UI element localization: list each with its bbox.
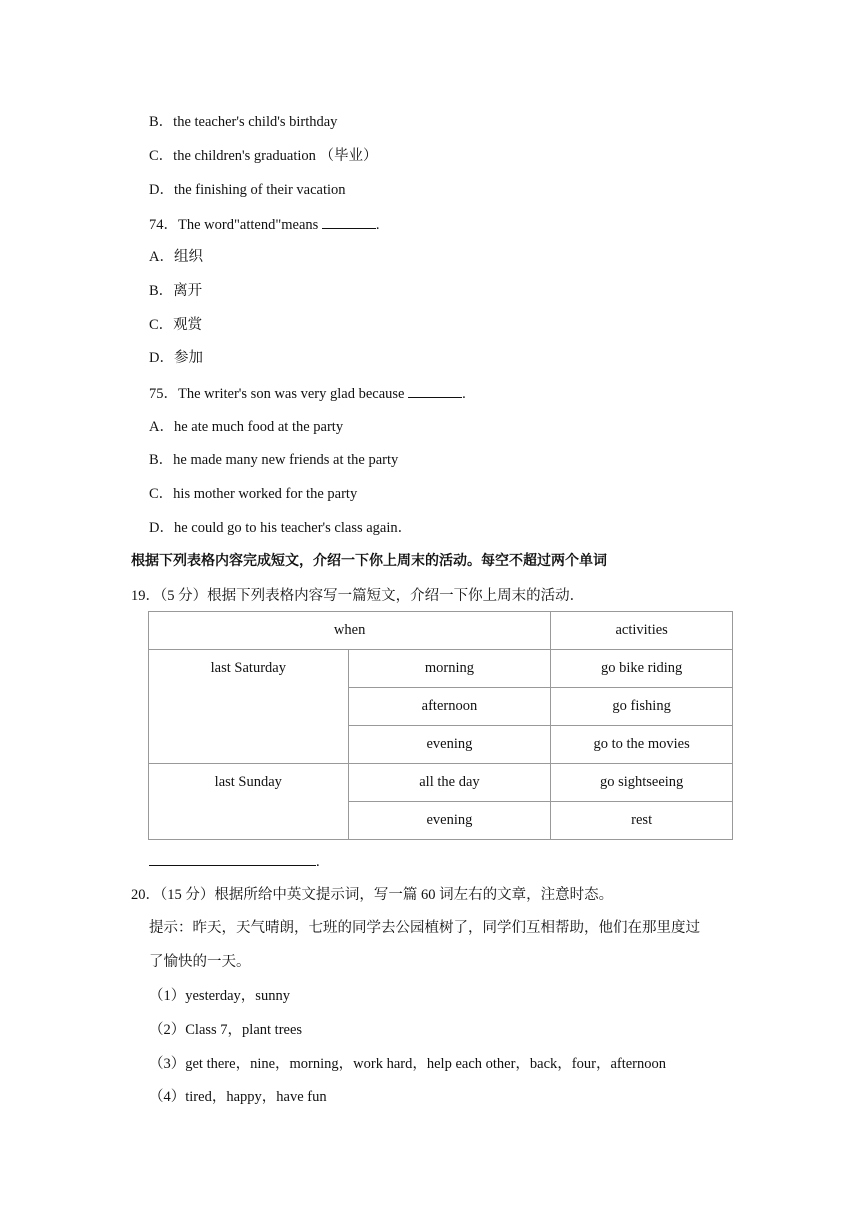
q19-answer-end: . <box>316 854 320 870</box>
q75-option-c: C．his mother worked for the party <box>149 486 358 502</box>
q20-keyword-4: （4）tired，happy，have fun <box>149 1089 327 1105</box>
q75-option-a: A．he ate much food at the party <box>149 419 344 435</box>
activity-cell: go to the movies <box>551 726 733 764</box>
activity-cell: rest <box>551 802 733 840</box>
q74-stem-end: . <box>375 217 380 233</box>
table-row <box>149 764 733 802</box>
q75-stem-text: 75．The writer's son was very glad because <box>149 386 409 402</box>
activity-cell: go sightseeing <box>551 764 733 802</box>
q73-option-b: B．the teacher's child's birthday <box>149 114 338 130</box>
q75-stem-end: . <box>462 386 466 402</box>
section-heading: 根据下列表格内容完成短文，介绍一下你上周末的活动。每空不超过两个单词 <box>131 553 607 569</box>
header-activities: activities <box>551 612 733 650</box>
q20-keyword-2: （2）Class 7，plant trees <box>149 1022 303 1038</box>
q19-stem: 19．（5 分）根据下列表格内容写一篇短文，介绍一下你上周末的活动． <box>131 588 585 604</box>
time-cell: evening <box>348 802 551 840</box>
q19-answer-blank <box>149 851 316 866</box>
table-header-row <box>149 612 733 650</box>
q74-stem-text: 74．The word"attend"means <box>149 217 322 233</box>
q74-option-c: C．观赏 <box>149 317 203 333</box>
q73-option-d: D．the finishing of their vacation <box>149 182 346 198</box>
q74-option-d: D．参加 <box>149 350 203 366</box>
q20-keyword-3: （3）get there，nine，morning，work hard，help each other，back，four，afternoon <box>149 1056 667 1072</box>
time-cell: evening <box>348 726 551 764</box>
time-cell: afternoon <box>348 688 551 726</box>
time-cell: all the day <box>348 764 551 802</box>
q75-option-b: B．he made many new friends at the party <box>149 452 399 468</box>
activity-cell: go fishing <box>551 688 733 726</box>
q75-stem <box>149 383 466 404</box>
header-when: when <box>149 612 551 650</box>
time-cell: morning <box>348 650 551 688</box>
weekend-activities-table <box>148 611 733 840</box>
q74-stem <box>149 214 380 235</box>
table-row <box>149 650 733 688</box>
q20-stem: 20．（15 分）根据所给中英文提示词，写一篇 60 词左右的文章，注意时态。 <box>131 887 614 903</box>
q20-hint-line2: 了愉快的一天。 <box>149 954 251 970</box>
q75-answer-blank <box>408 383 462 398</box>
q74-answer-blank <box>322 214 376 229</box>
q20-hint-line1: 提示：昨天，天气晴朗，七班的同学去公园植树了，同学们互相帮助，他们在那里度过 <box>149 920 700 936</box>
day-last-saturday: last Saturday <box>149 650 349 764</box>
q74-option-a: A．组织 <box>149 249 203 265</box>
q73-option-c: C．the children's graduation （毕业） <box>149 148 378 164</box>
activity-cell: go bike riding <box>551 650 733 688</box>
q20-keyword-1: （1）yesterday，sunny <box>149 988 290 1004</box>
q75-option-d: D．he could go to his teacher's class again． <box>149 520 413 536</box>
q74-option-b: B．离开 <box>149 283 203 299</box>
day-last-sunday: last Sunday <box>149 764 349 840</box>
q19-answer-line <box>149 851 320 872</box>
